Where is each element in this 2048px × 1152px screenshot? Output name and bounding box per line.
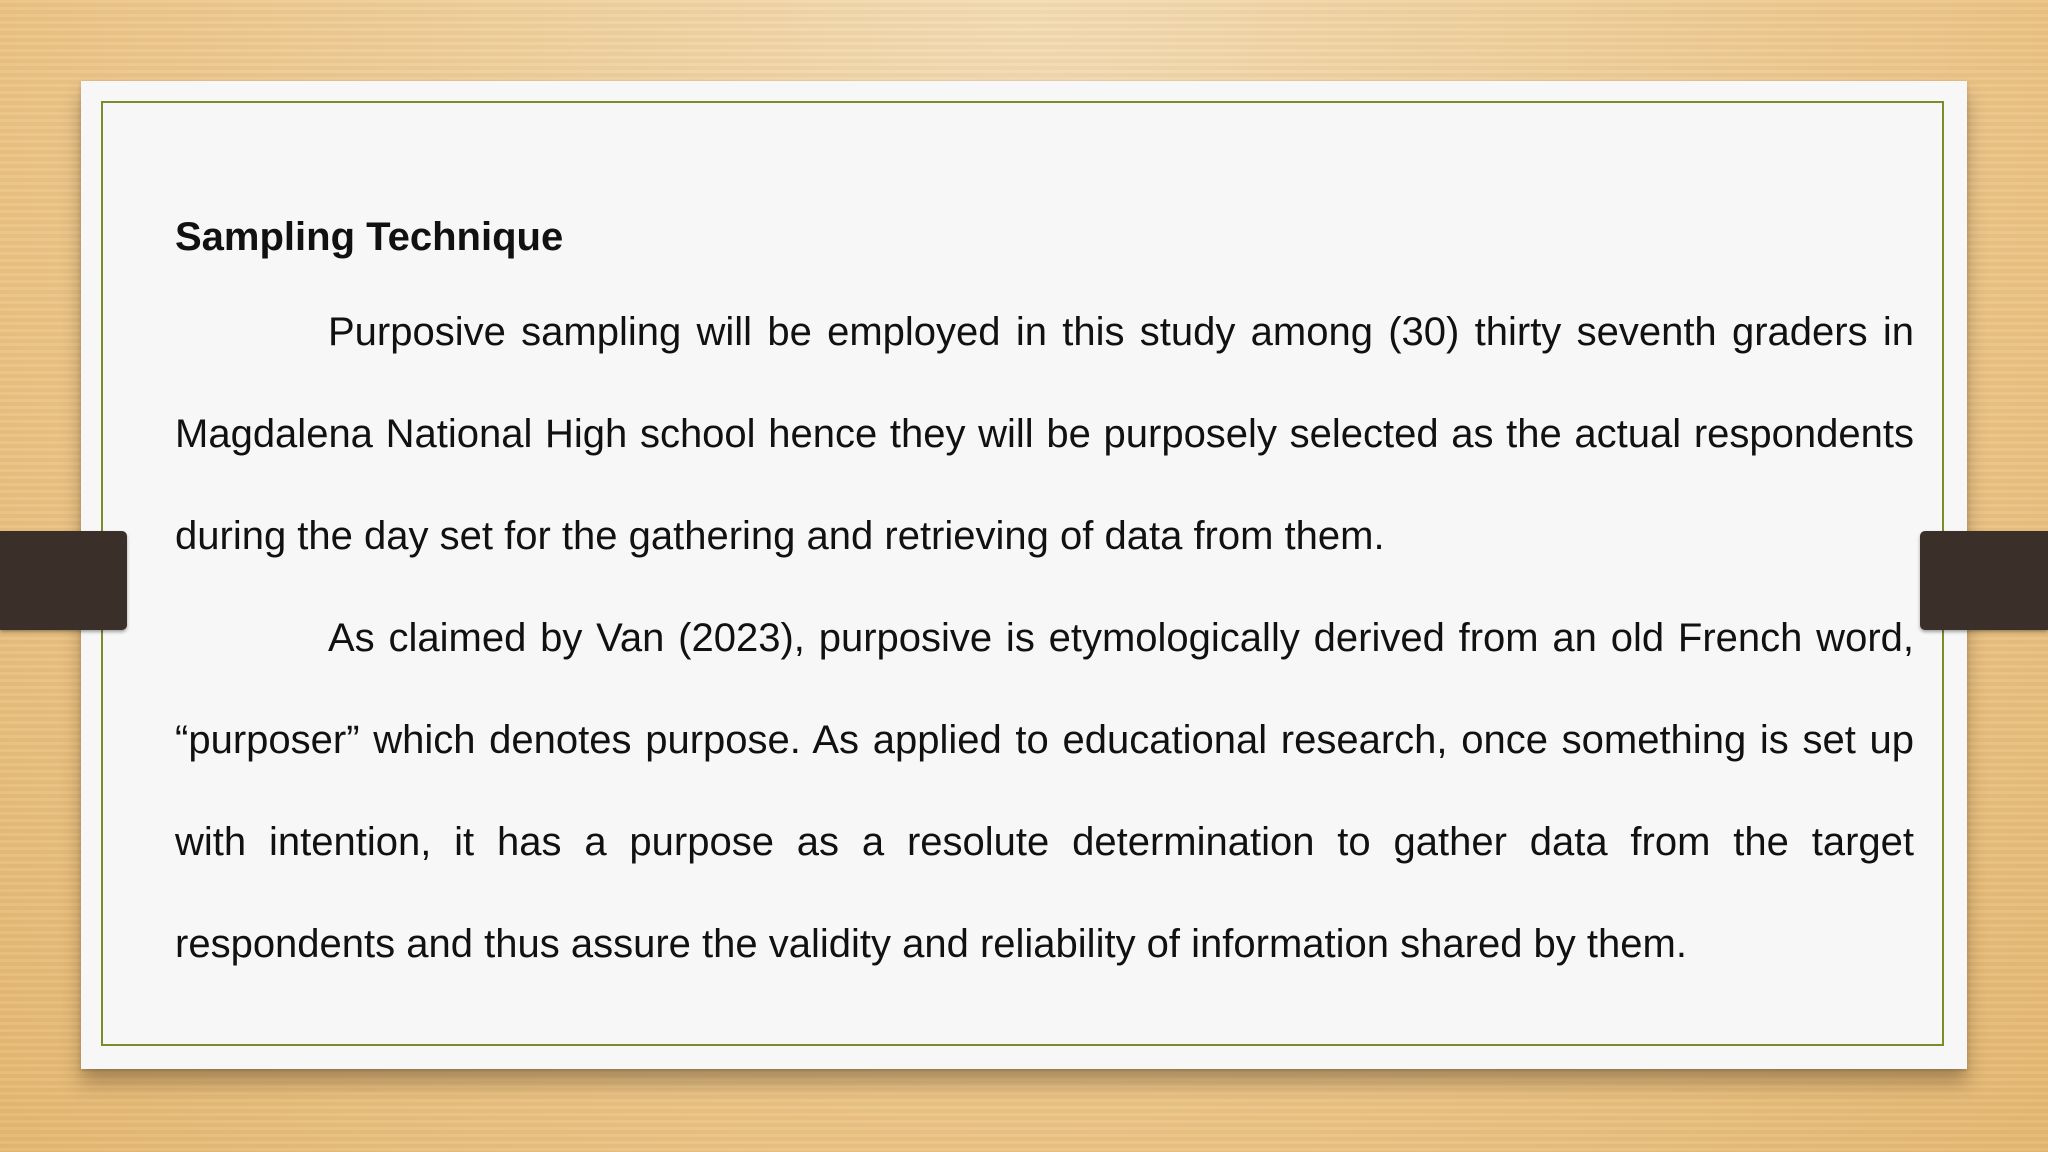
right-clip-decoration <box>1920 531 2048 630</box>
paragraph-2: As claimed by Van (2023), purposive is etymologically derived from an old French word, “purposer” which denotes purpose. As applied to educational research, once something is set up with intention, it has a purpose as a resolute determination to gather data from the target respondents and thus assure the validity and reliability of information shared by them. <box>175 616 1914 966</box>
slide-heading: Sampling Technique <box>175 215 564 259</box>
left-clip-decoration <box>0 531 127 630</box>
paragraph-1: Purposive sampling will be employed in this study among (30) thirty seventh graders in Magdalena National High school hence they will be purposely selected as the actual respondents during the day set for the gathering and retrieving of data from them. <box>175 310 1914 558</box>
slide-content <box>175 205 1914 995</box>
